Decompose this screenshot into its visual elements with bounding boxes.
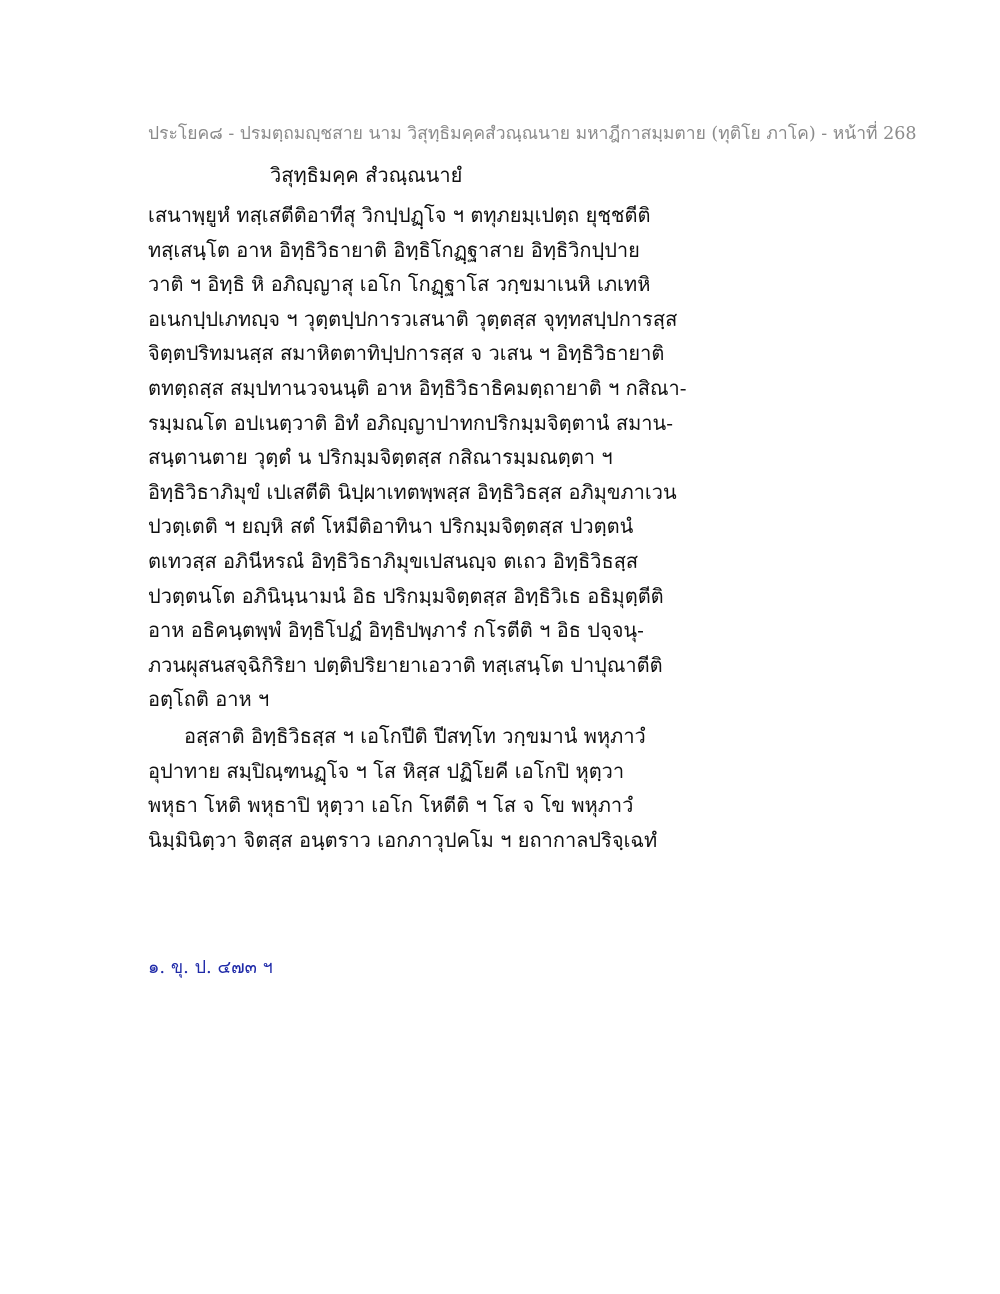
paragraph xyxy=(148,198,848,717)
text-line: เสนาพฺยูหํ ทสฺเสตีติอาทีสุ วิกปฺปฏฺโจ ฯ ตทุภยมฺเปตฺถ ยุชฺชตีติ xyxy=(148,203,651,227)
paragraph xyxy=(148,719,848,857)
text-line: ปวตฺเตติ ฯ ยญฺหิ สตํ โหมีติอาทินา ปริกมฺมจิตฺตสฺส ปวตฺตนํ xyxy=(148,514,634,539)
text-line: ตทตฺถสฺส สมฺปทานวจนนฺติ อาห อิทฺธิวิธาธิคมตฺถายาติ ฯ กสิณา- xyxy=(148,375,687,400)
text-line: ทสฺเสนฺโต อาห อิทฺธิวิธายาติ อิทฺธิโกฏฺฐาสาย อิทฺธิวิกปฺปาย xyxy=(148,237,640,262)
body-text xyxy=(148,198,848,857)
text-line: สนฺตานตาย วุตฺตํ น ปริกมฺมจิตฺตสฺส กสิณารมฺมณตฺตา ฯ xyxy=(148,445,613,470)
text-line: อิทฺธิวิธาภิมุขํ เปเสตีติ นิปฺผาเทตพฺพสฺส อิทฺธิวิธสฺส อภิมุขภาเวน xyxy=(148,479,677,504)
text-line: นิมฺมินิตฺวา จิตสฺส อนฺตราว เอกภาวุปคโม ฯ ยถากาลปริจฺเฉทํ xyxy=(148,827,658,852)
text-line: อสฺสาติ อิทฺธิวิธสฺส ฯ เอโกปีติ ปีสทฺโท วกฺขมานํ พหุภาวํ xyxy=(184,723,646,748)
text-line: ปวตฺตนโต อภินินฺนามนํ อิธ ปริกมฺมจิตฺตสฺส อิทฺธิวิเธ อธิมุตฺตีติ xyxy=(148,583,664,608)
running-header: ประโยค๘ - ปรมตฺถมญฺชสาย นาม วิสุทฺธิมคฺคสํวณฺณนาย มหาฎีกาสมฺมตาย (ทุติโย ภาโค) - หน้าที่ 268 xyxy=(148,124,917,144)
text-line: พหุธา โหติ พหุธาปิ หุตฺวา เอโก โหตีติ ฯ โส จ โข พหุภาวํ xyxy=(148,793,634,818)
text-line: อตฺโถติ อาห ฯ xyxy=(148,687,270,712)
text-line: อุปาทาย สมฺปิณฺฑนฏฺโจ ฯ โส หิสฺส ปฏิโยคี เอโกปิ หุตฺวา xyxy=(148,758,625,783)
text-line: ตเทวสฺส อภินีหรณํ อิทฺธิวิธาภิมุขเปสนญฺจ ตเถว อิทฺธิวิธสฺส xyxy=(148,548,639,573)
text-line: อาห อธิคนฺตพฺพํ อิทฺธิโปฏํ อิทฺธิปพฺภารํ กโรตีติ ฯ อิธ ปจฺจนุ- xyxy=(148,618,644,643)
footnote: ๑. ขุ. ป. ๔๗๓ ฯ xyxy=(148,957,273,978)
text-line: จิตฺตปริทมนสฺส สมาหิตตาทิปฺปการสฺส จ วเสน ฯ อิทฺธิวิธายาติ xyxy=(148,341,665,366)
chapter-title: วิสุทฺธิมคฺค สํวณฺณนายํ xyxy=(270,163,463,187)
text-line: วาติ ฯ อิทฺธิ หิ อภิญฺญาสุ เอโก โกฏฺฐาโส วกฺขมาเนหิ เภเทหิ xyxy=(148,272,651,297)
text-line: อเนกปฺปเภทญฺจ ฯ วุตฺตปฺปการวเสนาติ วุตฺตสฺส จุทฺทสปฺปการสฺส xyxy=(148,306,678,331)
text-line: รมฺมณโต อปเนตฺวาติ อิทํ อภิญฺญาปาทกปริกมฺมจิตฺตานํ สมาน- xyxy=(148,410,673,435)
text-line: ภวนผุสนสจฺฉิกิริยา ปตฺติปริยายาเอวาติ ทสฺเสนฺโต ปาปุณาตีติ xyxy=(148,652,663,677)
